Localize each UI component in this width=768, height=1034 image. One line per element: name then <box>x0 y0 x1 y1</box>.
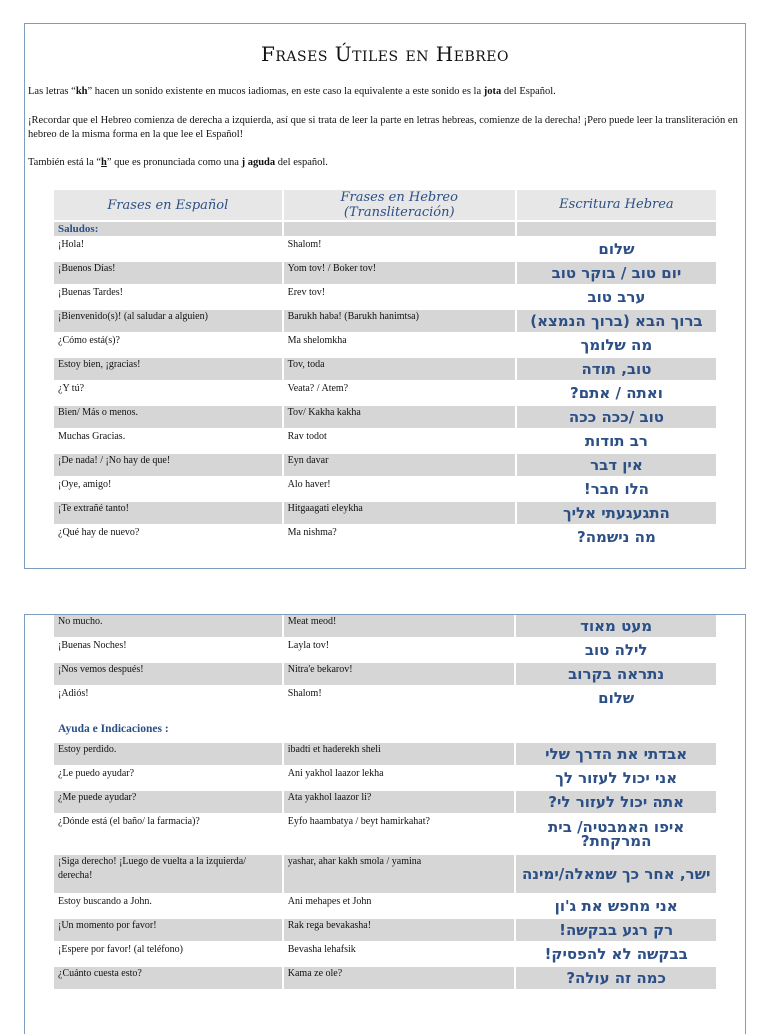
table-row <box>54 743 716 765</box>
cell-hebrew: ישר, אחר כך שמאלה/ימינה <box>516 855 716 893</box>
cell-transliteration: Layla tov! <box>284 639 515 661</box>
cell-spanish: ¿Me puede ayudar? <box>54 791 282 813</box>
table-row <box>54 334 716 356</box>
cell-transliteration: Tov/ Kakha kakha <box>284 406 515 428</box>
cell-spanish: Estoy buscando a John. <box>54 895 282 917</box>
cell-transliteration: Hitgaagati eleykha <box>284 502 515 524</box>
cell-spanish: Muchas Gracias. <box>54 430 282 452</box>
cell-spanish: ¿Cuánto cuesta esto? <box>54 967 282 989</box>
cell-hebrew: מה נישמה? <box>517 526 716 548</box>
table-row <box>54 791 716 813</box>
cell-transliteration: Eyfo haambatya / beyt hamirkahat? <box>284 815 515 853</box>
cell-transliteration: Meat meod! <box>284 615 515 637</box>
header-transliteration: Frases en Hebreo (Transliteración) <box>284 190 515 220</box>
cell-transliteration: Bevasha lehafsik <box>284 943 515 965</box>
cell-spanish: Estoy perdido. <box>54 743 282 765</box>
cell-transliteration: Kama ze ole? <box>284 967 515 989</box>
table-row <box>54 967 716 989</box>
cell-hebrew: רק רגע בבקשה! <box>516 919 716 941</box>
document-page-1 <box>24 23 746 569</box>
cell-transliteration: Nitra'e bekarov! <box>284 663 515 685</box>
cell-transliteration: Yom tov! / Boker tov! <box>284 262 515 284</box>
table-row <box>54 639 716 661</box>
cell-spanish: Bien/ Más o menos. <box>54 406 282 428</box>
table-row <box>54 478 716 500</box>
cell-hebrew: ואתה / אתם? <box>517 382 716 404</box>
cell-spanish: ¿Dónde está (el baño/ la farmacia)? <box>54 815 282 853</box>
cell-spanish: ¡Espere por favor! (al teléfono) <box>54 943 282 965</box>
table-row <box>54 615 716 637</box>
cell-spanish: ¡Buenas Tardes! <box>54 286 282 308</box>
cell-transliteration: Ma nishma? <box>284 526 515 548</box>
table-row <box>54 286 716 308</box>
table-row <box>54 895 716 917</box>
cell-hebrew: אתה יכול לעזור לי? <box>516 791 716 813</box>
cell-transliteration: Ani mehapes et John <box>284 895 515 917</box>
cell-hebrew: רב תודות <box>517 430 716 452</box>
cell-hebrew: אני מחפש את ג'ון <box>516 895 716 917</box>
cell-hebrew: בבקשה לא להפסיק! <box>516 943 716 965</box>
cell-hebrew: אין דבר <box>517 454 716 476</box>
table-row <box>54 382 716 404</box>
cell-spanish: ¡Buenas Noches! <box>54 639 282 661</box>
cell-hebrew: טוב, תודה <box>517 358 716 380</box>
cell-hebrew: ברוך הבא (ברוך הנמצא) <box>517 310 716 332</box>
cell-hebrew: שלום <box>516 687 716 709</box>
help-rows <box>54 743 716 989</box>
cell-spanish: ¡Un momento por favor! <box>54 919 282 941</box>
table-row <box>54 687 716 709</box>
cell-transliteration: Rav todot <box>284 430 515 452</box>
cell-spanish: ¡De nada! / ¡No hay de que! <box>54 454 282 476</box>
greetings-rows <box>54 238 716 548</box>
cell-hebrew: נתראה בקרוב <box>516 663 716 685</box>
cell-transliteration: Tov, toda <box>284 358 515 380</box>
table-row <box>54 502 716 524</box>
cell-hebrew: אני יכול לעזור לך <box>516 767 716 789</box>
cell-hebrew: מעט מאוד <box>516 615 716 637</box>
cell-hebrew: הלו חבר! <box>517 478 716 500</box>
cell-spanish: ¿Y tú? <box>54 382 282 404</box>
table-row <box>54 238 716 260</box>
cell-hebrew: טוב /ככה ככה <box>517 406 716 428</box>
phrases-table-part-1 <box>52 188 718 550</box>
intro-paragraph-direction: ¡Recordar que el Hebreo comienza de derecha a izquierda, así que si trata de leer la parte en letras hebreas, comienze de la derecha! ¡Pero puede leer la transliteración en hebreo de la misma forma en la que lee el Español! <box>28 115 738 140</box>
table-row <box>54 310 716 332</box>
cell-spanish: ¡Hola! <box>54 238 282 260</box>
section-title: Ayuda e Indicaciones : <box>54 719 282 741</box>
cell-transliteration: Ani yakhol laazor lekha <box>284 767 515 789</box>
header-hebrew: Escritura Hebrea <box>517 190 716 220</box>
table-row <box>54 406 716 428</box>
cell-hebrew: מה שלומך <box>517 334 716 356</box>
cell-hebrew: התגעגעתי אליך <box>517 502 716 524</box>
table-row <box>54 262 716 284</box>
cell-transliteration: ibadti et haderekh sheli <box>284 743 515 765</box>
cell-hebrew: יום טוב / בוקר טוב <box>517 262 716 284</box>
table-row <box>54 358 716 380</box>
table-row <box>54 855 716 893</box>
cell-hebrew: ערב טוב <box>517 286 716 308</box>
page-title: Frases Útiles en Hebreo <box>261 42 509 66</box>
cell-transliteration: Shalom! <box>284 238 515 260</box>
cell-hebrew: אבדתי את הדרך שלי <box>516 743 716 765</box>
cell-transliteration: Rak rega bevakasha! <box>284 919 515 941</box>
cell-transliteration: Erev tov! <box>284 286 515 308</box>
table-row <box>54 663 716 685</box>
table-row <box>54 526 716 548</box>
cell-spanish: ¡Oye, amigo! <box>54 478 282 500</box>
cell-spanish: ¡Bienvenido(s)! (al saludar a alguien) <box>54 310 282 332</box>
cell-hebrew: איפו האמבטיה/ בית המרקחת? <box>516 815 716 853</box>
cell-spanish: ¿Qué hay de nuevo? <box>54 526 282 548</box>
cell-spanish: ¡Buenos Días! <box>54 262 282 284</box>
cell-transliteration: Veata? / Atem? <box>284 382 515 404</box>
cell-transliteration: yashar, ahar kakh smola / yamina <box>284 855 515 893</box>
cell-transliteration: Ma shelomkha <box>284 334 515 356</box>
cell-hebrew: לילה טוב <box>516 639 716 661</box>
intro-paragraph-kh: Las letras “kh” hacen un sonido existente en mucos iadiomas, en este caso la equivalente a este sonido es la jota del Español. <box>28 86 556 97</box>
cell-transliteration: Alo haver! <box>284 478 515 500</box>
table-row <box>54 454 716 476</box>
cell-spanish: ¿Le puedo ayudar? <box>54 767 282 789</box>
phrases-table-part-2 <box>52 613 718 991</box>
header-spanish: Frases en Español <box>54 190 282 220</box>
cell-spanish: ¡Siga derecho! ¡Luego de vuelta a la izquierda/ derecha! <box>54 855 282 893</box>
section-row-greetings <box>54 222 716 236</box>
table-row <box>54 815 716 853</box>
cell-spanish: Estoy bien, ¡gracias! <box>54 358 282 380</box>
table-row <box>54 919 716 941</box>
cell-transliteration: Barukh haba! (Barukh hanimtsa) <box>284 310 515 332</box>
section-title: Saludos: <box>54 222 282 236</box>
document-page-2 <box>24 614 746 1034</box>
table-row <box>54 767 716 789</box>
cell-spanish: ¡Adiós! <box>54 687 282 709</box>
cell-spanish: No mucho. <box>54 615 282 637</box>
cell-transliteration: Eyn davar <box>284 454 515 476</box>
cell-transliteration: Ata yakhol laazor li? <box>284 791 515 813</box>
intro-paragraph-h: También está la “h” que es pronunciada como una j aguda del español. <box>28 157 328 168</box>
cell-hebrew: כמה זה עולה? <box>516 967 716 989</box>
cell-transliteration: Shalom! <box>284 687 515 709</box>
cell-spanish: ¡Nos vemos después! <box>54 663 282 685</box>
table-row <box>54 943 716 965</box>
table-row <box>54 430 716 452</box>
section-row-help <box>54 719 716 741</box>
cell-spanish: ¡Te extrañé tanto! <box>54 502 282 524</box>
cell-spanish: ¿Cómo está(s)? <box>54 334 282 356</box>
table-header-row <box>54 190 716 220</box>
greetings-rows-continued <box>54 615 716 709</box>
cell-hebrew: שלום <box>517 238 716 260</box>
